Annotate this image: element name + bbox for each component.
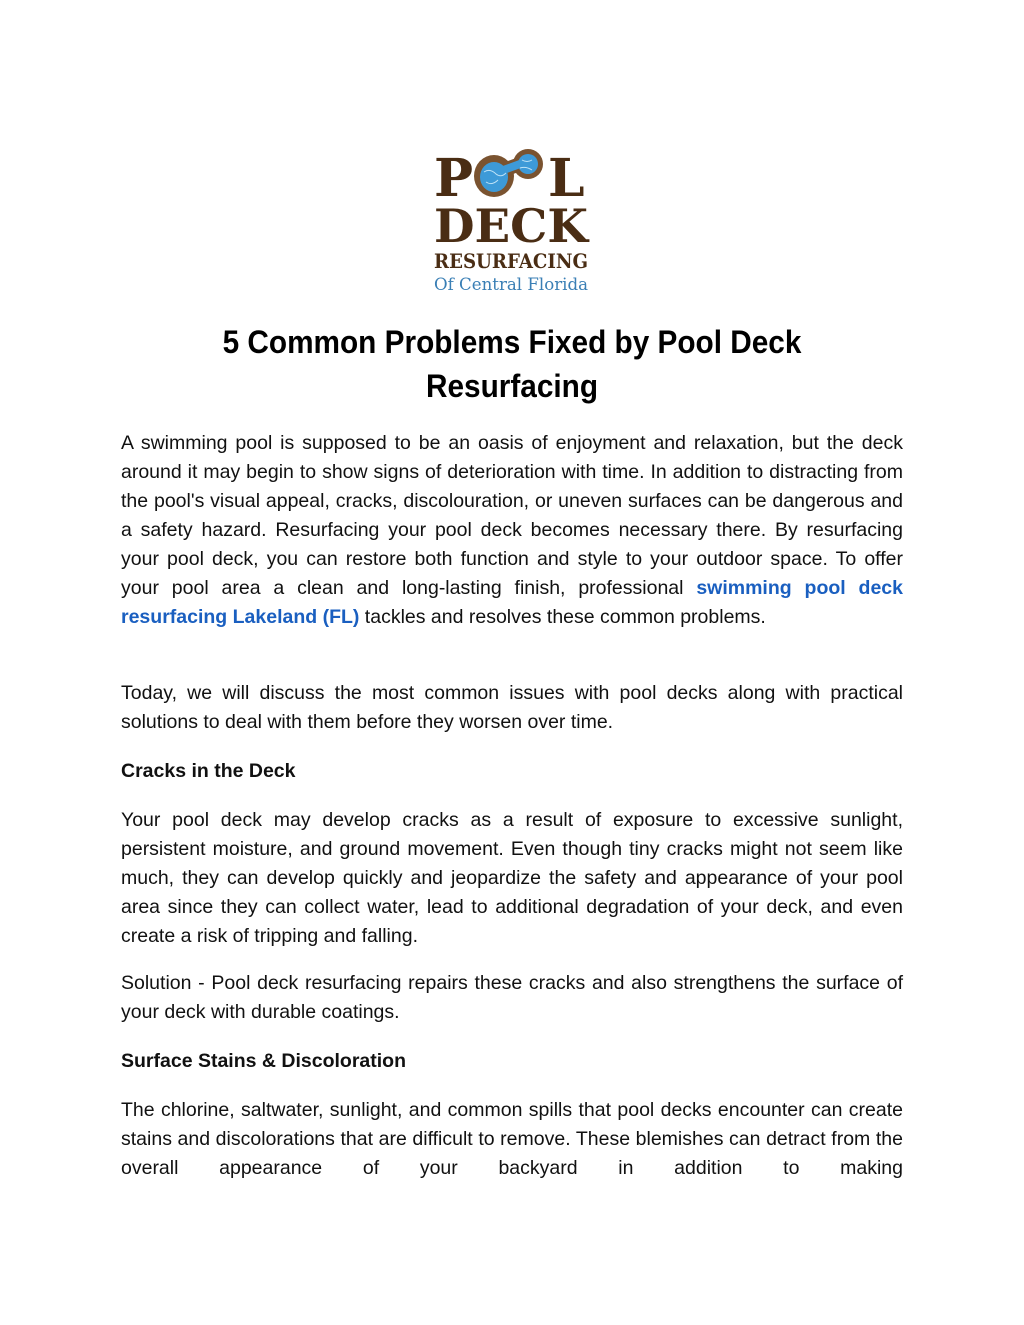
today-paragraph: Today, we will discuss the most common issues with pool decks along with practical solutions to deal with them before they worsen over time.: [121, 682, 903, 733]
logo-deck-text: DECK: [434, 199, 591, 253]
logo-subtitle-text: Of Central Florida: [434, 275, 588, 295]
section-heading-stains: Surface Stains & Discoloration: [121, 1050, 406, 1072]
logo-letter-p: P: [434, 148, 474, 209]
intro-paragraph: [121, 429, 903, 632]
section-heading-cracks: Cracks in the Deck: [121, 760, 296, 782]
page-title: 5 Common Problems Fixed by Pool Deck Resurfacing: [222, 324, 802, 404]
cracks-solution-paragraph: Solution - Pool deck resurfacing repairs these cracks and also strengthens the surface of your deck with durable coatings.: [121, 972, 903, 1023]
company-logo: [432, 146, 592, 296]
stains-paragraph: The chlorine, saltwater, sunlight, and common spills that pool decks encounter can create stains and discolorations that are difficult to remove. These blemishes can detract from the overall appearance of your backyard in addition to making: [121, 1099, 903, 1179]
logo-resurfacing-text: RESURFACING: [434, 249, 588, 273]
pool-deck-logo-icon: [432, 146, 592, 296]
logo-letter-l: L: [548, 148, 585, 209]
intro-text-before-link: A swimming pool is supposed to be an oasis of enjoyment and relaxation, but the deck around it may begin to show signs of deterioration with time. In addition to distracting from the pool's visual appeal, cracks, discolouration, or uneven surfaces can be dangerous and a safety hazard. Resurfacing your pool deck becomes necessary there. By resurfacing your pool deck, you can restore both function and style to your outdoor space. To offer your pool area a clean and long-lasting finish, professional: [121, 432, 903, 599]
cracks-paragraph: Your pool deck may develop cracks as a result of exposure to excessive sunlight, persistent moisture, and ground movement. Even though tiny cracks might not seem like much, they can develop quickly and jeopardize the safety and appearance of your pool area since they can collect water, lead to additional degradation of your deck, and even create a risk of tripping and falling.: [121, 809, 903, 947]
lakeland-resurfacing-link[interactable]: swimming pool deck resurfacing Lakeland (FL): [121, 577, 903, 628]
intro-text-after-link: tackles and resolves these common problems.: [359, 606, 766, 628]
